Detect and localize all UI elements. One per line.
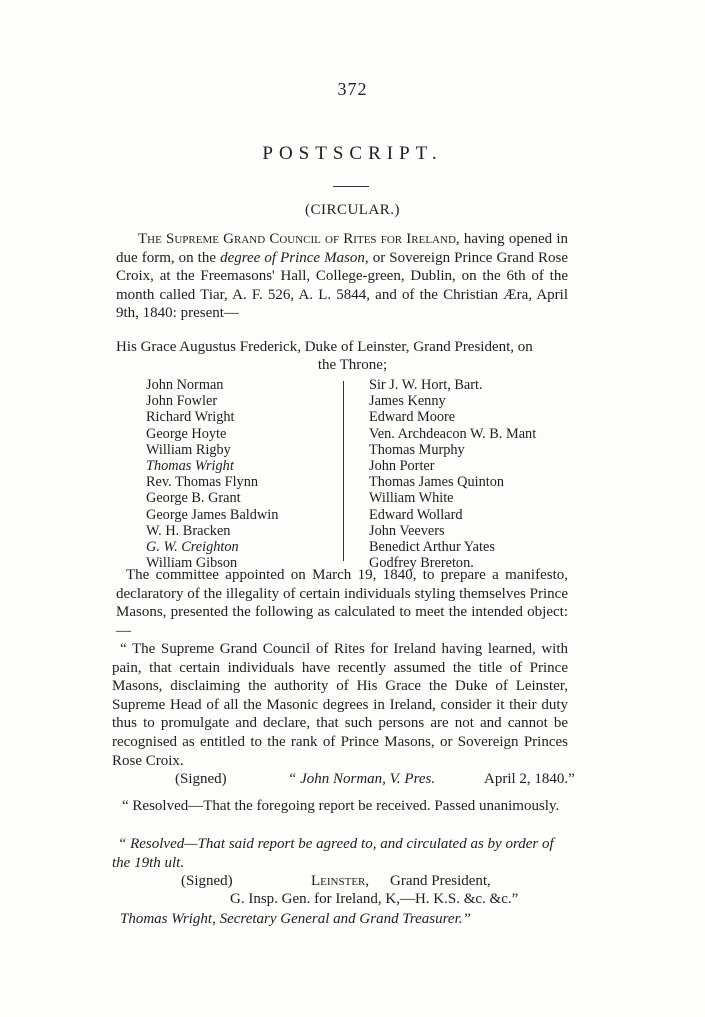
intro-paragraph: [116, 230, 568, 323]
member-name: George Hoyte: [146, 425, 227, 442]
signed-label: (Signed): [175, 771, 227, 787]
member-name: William White: [369, 490, 454, 507]
signed-label-2: (Signed): [181, 873, 233, 889]
circular-heading: (CIRCULAR.): [304, 202, 401, 218]
member-name: Richard Wright: [146, 409, 235, 426]
member-name: Edward Moore: [369, 409, 456, 426]
intro-degree: degree of Prince Mason,: [220, 249, 369, 266]
resolution-circulated: “ Resolved—That said report be agreed to, and circulated as by order of the 19th ult.: [112, 836, 554, 871]
signed-date: April 2, 1840.”: [484, 771, 575, 787]
member-name: Rev. Thomas Flynn: [146, 474, 258, 491]
member-name: Sir J. W. Hort, Bart.: [369, 377, 483, 393]
signatory-role: Grand President,: [390, 873, 491, 889]
member-name: John Fowler: [146, 393, 218, 410]
intro-tail: or Sovereign Prince Grand Rose Croix, at the Freemasons' Hall, College-green, Dublin, on the 6th of the month called Tiar, A. F. 526, A. L. 5844, and of the Christian Æra, April 9th, 1840: present—: [116, 249, 568, 322]
member-name: Ven. Archdeacon W. B. Mant: [369, 425, 537, 442]
throne-line: the Throne;: [317, 357, 388, 373]
resolution-received: “ Resolved—That the foregoing report be received. Passed unanimously.: [122, 798, 560, 814]
page-title: POSTSCRIPT.: [262, 143, 443, 164]
member-name: G. W. Creighton: [146, 539, 239, 556]
member-name: William Gibson: [146, 555, 238, 572]
member-name: Thomas Wright: [146, 458, 234, 475]
member-name: George B. Grant: [146, 490, 241, 507]
committee-paragraph: The committee appointed on March 19, 1840, to prepare a manifesto, declaratory of the illegality of certain individuals styling themselves Prince Masons, presented the following as calculated to meet the intended object:—: [116, 567, 568, 639]
intro-lead: The Supreme Grand Council of Rites for Ireland,: [138, 231, 460, 247]
president-line: His Grace Augustus Frederick, Duke of Leinster, Grand President, on: [116, 339, 533, 355]
manifesto-paragraph: “ The Supreme Grand Council of Rites for Ireland having learned, with pain, that certain individuals have recently assumed the title of Prince Masons, disclaiming the authority of His Grace the Duke of Leinster, Supreme Head of all the Masonic degrees in Ireland, consider it their duty thus to promulgate and declare, that such persons are not and cannot be recognised as entitled to the rank of Prince Masons, or Sovereign Princes Rose Croix.: [112, 641, 568, 769]
secretary-line: Thomas Wright, Secretary General and Grand Treasurer.”: [120, 911, 471, 927]
member-name: John Norman: [146, 377, 224, 393]
members-left-column: [116, 377, 278, 571]
member-name: John Veevers: [369, 522, 445, 539]
signatory-leinster: Leinster,: [311, 873, 370, 889]
intro-body: having opened in due form, on the: [116, 231, 568, 266]
member-name: James Kenny: [369, 393, 446, 410]
member-name: Thomas James Quinton: [369, 474, 505, 491]
title-divider: [333, 186, 369, 187]
member-name: Thomas Murphy: [369, 441, 465, 458]
member-name: John Porter: [369, 458, 435, 475]
member-name: Edward Wollard: [369, 506, 463, 523]
signatory-name: “ John Norman, V. Pres.: [288, 771, 436, 787]
members-list: [116, 377, 568, 572]
inspector-line: G. Insp. Gen. for Ireland, K,—H. K.S. &c. &c.”: [230, 891, 519, 907]
page-number: 372: [337, 79, 368, 99]
member-name: George James Baldwin: [146, 506, 279, 523]
member-name: William Rigby: [146, 441, 231, 458]
member-name: Benedict Arthur Yates: [369, 539, 495, 556]
member-name: Godfrey Brereton.: [369, 555, 474, 572]
members-right-column: [341, 377, 536, 571]
member-name: W. H. Bracken: [146, 522, 231, 539]
